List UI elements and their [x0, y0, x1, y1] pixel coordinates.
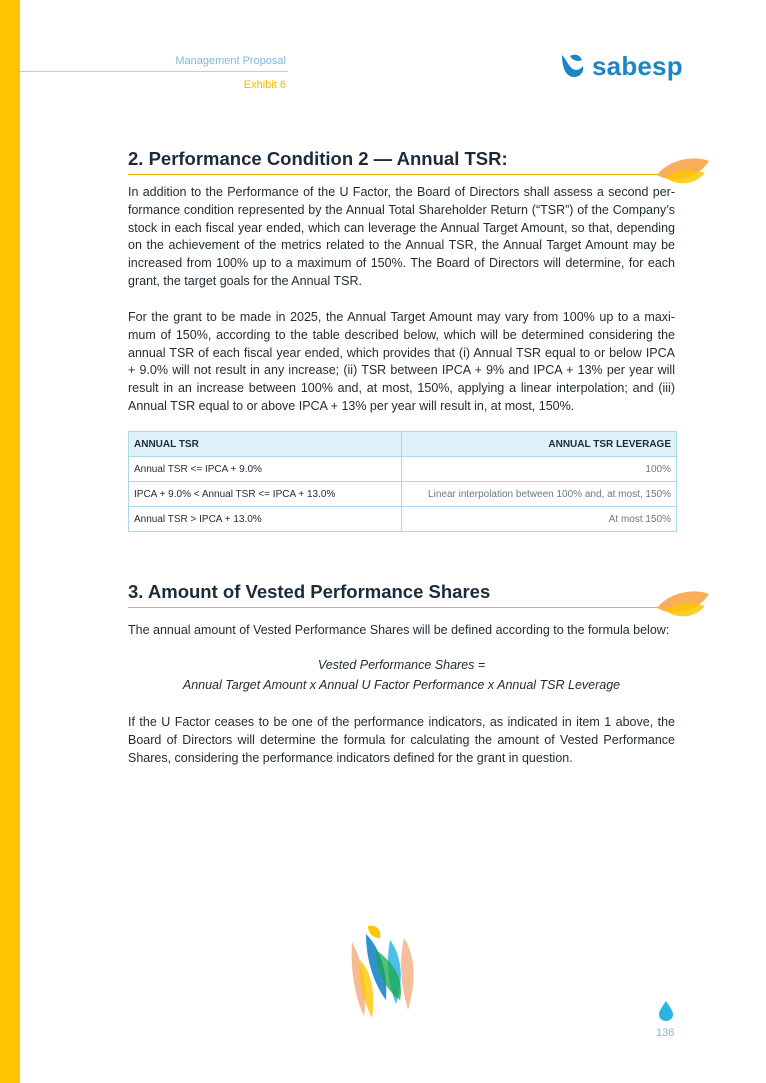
- section-3-intro: The annual amount of Vested Performance Shares will be defined according to the formula below:: [128, 623, 670, 637]
- logo-text: sabesp: [592, 51, 683, 81]
- table-row: [129, 482, 677, 507]
- formula-line-2: Annual Target Amount x Annual U Factor Performance x Annual TSR Leverage: [182, 678, 621, 692]
- brand-figure-icon: [346, 920, 422, 1020]
- section-3-paragraph: If the U Factor ceases to be one of the performance indicators, as indicated in item 1 above, the Board of Directors will determine the formula for calculating the amount of Vested Performance Shares, considering the performance indicators defined for the grant in question.: [128, 715, 675, 765]
- column-header-annual-tsr: ANNUAL TSR: [129, 432, 402, 457]
- water-drop-icon: [656, 1000, 676, 1022]
- section-2-title: 2. Performance Condition 2 — Annual TSR:: [128, 148, 508, 169]
- table-row: [129, 507, 677, 532]
- section-3-rule: [128, 607, 658, 608]
- left-accent-bar: [0, 0, 20, 1083]
- exhibit-label: Exhibit 6: [243, 79, 286, 91]
- sabesp-logo: [558, 51, 683, 81]
- table-cell-tsr: IPCA + 9.0% < Annual TSR <= IPCA + 13.0%: [129, 482, 402, 507]
- table-cell-tsr: Annual TSR > IPCA + 13.0%: [129, 507, 402, 532]
- header-divider: [20, 71, 288, 72]
- column-header-leverage: ANNUAL TSR LEVERAGE: [402, 432, 677, 457]
- tsr-leverage-table: [128, 431, 677, 532]
- section-2-paragraph-2: For the grant to be made in 2025, the Annual Target Amount may vary from 100% up to a maximum of 150%, according to the table described below, which will be determined considering the annual TSR of each fiscal year ended, which provides that (i) Annual TSR equal to or below IPCA + 9.0% will not result in any increase; (ii) TSR between IPCA + 9% and IPCA + 13% per year will result in an increase between 100% and, at most, 150%, applying a linear interpolation; and (iii) Annual TSR equal to or above IPCA + 13% per year will result in, at most, 150%.: [128, 310, 675, 413]
- table-header-row: [129, 432, 677, 457]
- section-2-rule: [128, 174, 658, 175]
- document-title: Management Proposal: [175, 55, 286, 67]
- sabesp-logo-icon: [558, 52, 586, 80]
- table-cell-leverage: At most 150%: [402, 507, 677, 532]
- table-row: [129, 457, 677, 482]
- section-2-paragraph-1: In addition to the Performance of the U Factor, the Board of Directors shall assess a second performance condition represented by the Annual Total Shareholder Return (“TSR”) of the Company’s stock in each fiscal year ended, which can leverage the Annual Target Amount, so that, depending on the achievement of the metrics related to the Annual TSR, the Annual Target Amount may be increased from 100% up to a maximum of 150%. The Board of Directors will determine, for each grant, the target goals for the Annual TSR.: [128, 185, 675, 288]
- table-cell-leverage: Linear interpolation between 100% and, at most, 150%: [402, 482, 677, 507]
- leaf-decoration-icon: [655, 588, 711, 622]
- formula-line-1: Vested Performance Shares =: [317, 658, 486, 672]
- table-cell-tsr: Annual TSR <= IPCA + 9.0%: [129, 457, 402, 482]
- section-3-title: 3. Amount of Vested Performance Shares: [128, 581, 491, 602]
- page-number: 136: [656, 1027, 675, 1039]
- table-cell-leverage: 100%: [402, 457, 677, 482]
